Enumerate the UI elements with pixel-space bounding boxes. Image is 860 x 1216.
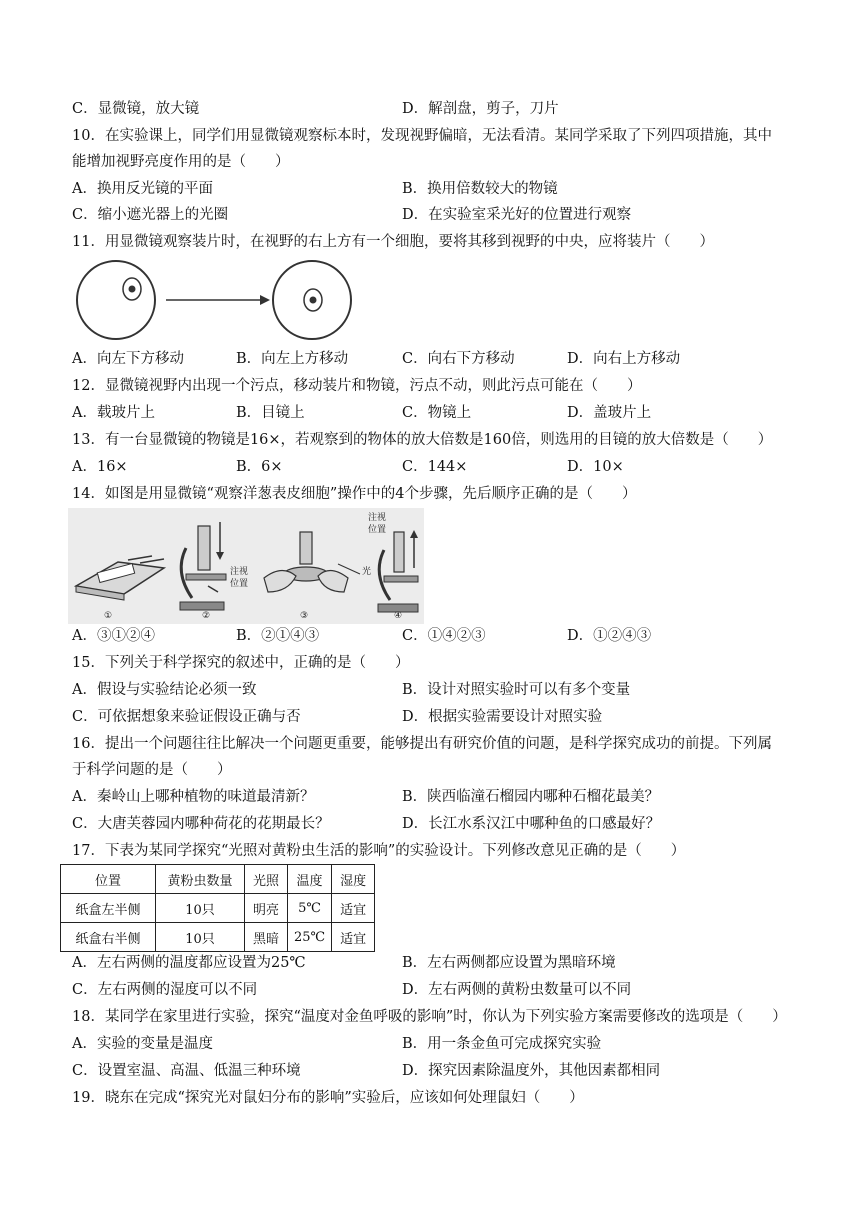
q18-option-a: A．实验的变量是温度 (72, 1036, 213, 1052)
table-header-cell: 湿度 (332, 865, 375, 894)
q12-option-a: A．载玻片上 (72, 405, 155, 421)
q14-label-watch-2: 注视 (368, 513, 387, 523)
table-header-row (61, 865, 375, 894)
q15-option-c: C．可依据想象来验证假设正确与否 (72, 709, 301, 725)
table-header-cell: 温度 (288, 865, 332, 894)
q16-option-c: C．大唐芙蓉园内哪种荷花的花期最长？ (72, 816, 330, 832)
q14-label-step4: ④ (394, 611, 403, 621)
table-header-cell: 黄粉虫数量 (156, 865, 245, 894)
q11-option-c: C．向右下方移动 (402, 351, 515, 367)
q19-stem: 19．晓东在完成“探究光对鼠妇分布的影响”实验后，应该如何处理鼠妇（ ） (72, 1090, 584, 1106)
q10-stem-line1: 10．在实验课上，同学们用显微镜观察标本时，发现视野偏暗，无法看清。某同学采取了下列四项措施，其中 (72, 128, 772, 144)
q9-option-c: C．显微镜，放大镜 (72, 101, 200, 117)
q13-option-d: D．10× (567, 459, 624, 475)
table-cell: 适宜 (332, 923, 375, 952)
q14-option-b: B．②①④③ (236, 628, 320, 644)
q14-option-d: D．①②④③ (567, 628, 652, 644)
q17-option-a: A．左右两侧的温度都应设置为25℃ (72, 955, 306, 971)
q14-label-position-1: 位置 (230, 579, 249, 589)
q16-option-d: D．长江水系汉江中哪种鱼的口感最好？ (402, 816, 661, 832)
q15-option-d: D．根据实验需要设计对照实验 (402, 709, 603, 725)
q10-stem-line2: 能增加视野亮度作用的是（ ） (72, 154, 290, 170)
q13-option-a: A．16× (72, 459, 128, 475)
q11-option-d: D．向右上方移动 (567, 351, 681, 367)
q17-experiment-table (60, 864, 375, 952)
q14-option-c: C．①④②③ (402, 628, 486, 644)
q14-label-position-2: 位置 (368, 525, 387, 535)
table-cell: 黑暗 (245, 923, 288, 952)
q12-option-b: B．目镜上 (236, 405, 305, 421)
q12-option-c: C．物镜上 (402, 405, 472, 421)
q14-label-step1: ① (104, 611, 113, 621)
table-row (61, 923, 375, 952)
q15-option-b: B．设计对照实验时可以有多个变量 (402, 682, 631, 698)
table-header-cell: 位置 (61, 865, 156, 894)
q13-stem: 13．有一台显微镜的物镜是16×，若观察到的物体的放大倍数是160倍，则选用的目镜的放大倍数是（ ） (72, 432, 773, 448)
q11-microscope-field-figure (70, 258, 360, 344)
q16-option-b: B．陕西临潼石榴园内哪种石榴花最美？ (402, 789, 660, 805)
q12-stem: 12．显微镜视野内出现一个污点，移动装片和物镜，污点不动，则此污点可能在（ ） (72, 378, 642, 394)
q10-option-a: A．换用反光镜的平面 (72, 181, 213, 197)
table-cell: 10只 (156, 923, 245, 952)
table-cell: 5℃ (288, 894, 332, 923)
q17-stem: 17．下表为某同学探究“光照对黄粉虫生活的影响”的实验设计。下列修改意见正确的是（ ） (72, 843, 686, 859)
q11-option-a: A．向左下方移动 (72, 351, 184, 367)
q10-option-d: D．在实验室采光好的位置进行观察 (402, 207, 632, 223)
q17-option-d: D．左右两侧的黄粉虫数量可以不同 (402, 982, 632, 998)
q14-label-step2: ② (202, 611, 211, 621)
q13-option-c: C．144× (402, 459, 468, 475)
q11-stem: 11．用显微镜观察装片时，在视野的右上方有一个细胞，要将其移到视野的中央，应将装片（ ） (72, 234, 714, 250)
table-cell: 适宜 (332, 894, 375, 923)
table-header-cell: 光照 (245, 865, 288, 894)
q14-label-light: 光 (362, 567, 372, 577)
q18-stem: 18．某同学在家里进行实验，探究“温度对金鱼呼吸的影响”时，你认为下列实验方案需要修改的选项是（ ） (72, 1009, 787, 1025)
q11-option-b: B．向左上方移动 (236, 351, 349, 367)
q17-option-b: B．左右两侧都应设置为黑暗环境 (402, 955, 616, 971)
q10-option-c: C．缩小遮光器上的光圈 (72, 207, 229, 223)
q18-option-d: D．探究因素除温度外，其他因素都相同 (402, 1063, 661, 1079)
table-cell: 纸盒右半侧 (61, 923, 156, 952)
table-cell: 25℃ (288, 923, 332, 952)
q16-option-a: A．秦岭山上哪种植物的味道最清新？ (72, 789, 315, 805)
q15-stem: 15．下列关于科学探究的叙述中，正确的是（ ） (72, 655, 410, 671)
q14-label-step3: ③ (300, 611, 309, 621)
table-row (61, 894, 375, 923)
q10-option-b: B．换用倍数较大的物镜 (402, 181, 558, 197)
q15-option-a: A．假设与实验结论必须一致 (72, 682, 257, 698)
q14-label-watch-1: 注视 (230, 567, 249, 577)
q14-microscope-steps-figure (68, 508, 424, 624)
q14-stem: 14．如图是用显微镜“观察洋葱表皮细胞”操作中的4个步骤，先后顺序正确的是（ ） (72, 486, 637, 502)
q18-option-c: C．设置室温、高温、低温三种环境 (72, 1063, 301, 1079)
q16-stem-line1: 16．提出一个问题往往比解决一个问题更重要，能够提出有研究价值的问题，是科学探究成功的前提。下列属 (72, 736, 772, 752)
table-cell: 10只 (156, 894, 245, 923)
table-cell: 明亮 (245, 894, 288, 923)
q14-option-a: A．③①②④ (72, 628, 155, 644)
q13-option-b: B．6× (236, 459, 283, 475)
q12-option-d: D．盖玻片上 (567, 405, 652, 421)
q17-option-c: C．左右两侧的湿度可以不同 (72, 982, 258, 998)
q16-stem-line2: 于科学问题的是（ ） (72, 762, 232, 778)
table-cell: 纸盒左半侧 (61, 894, 156, 923)
q18-option-b: B．用一条金鱼可完成探究实验 (402, 1036, 602, 1052)
q9-option-d: D．解剖盘，剪子，刀片 (402, 101, 559, 117)
